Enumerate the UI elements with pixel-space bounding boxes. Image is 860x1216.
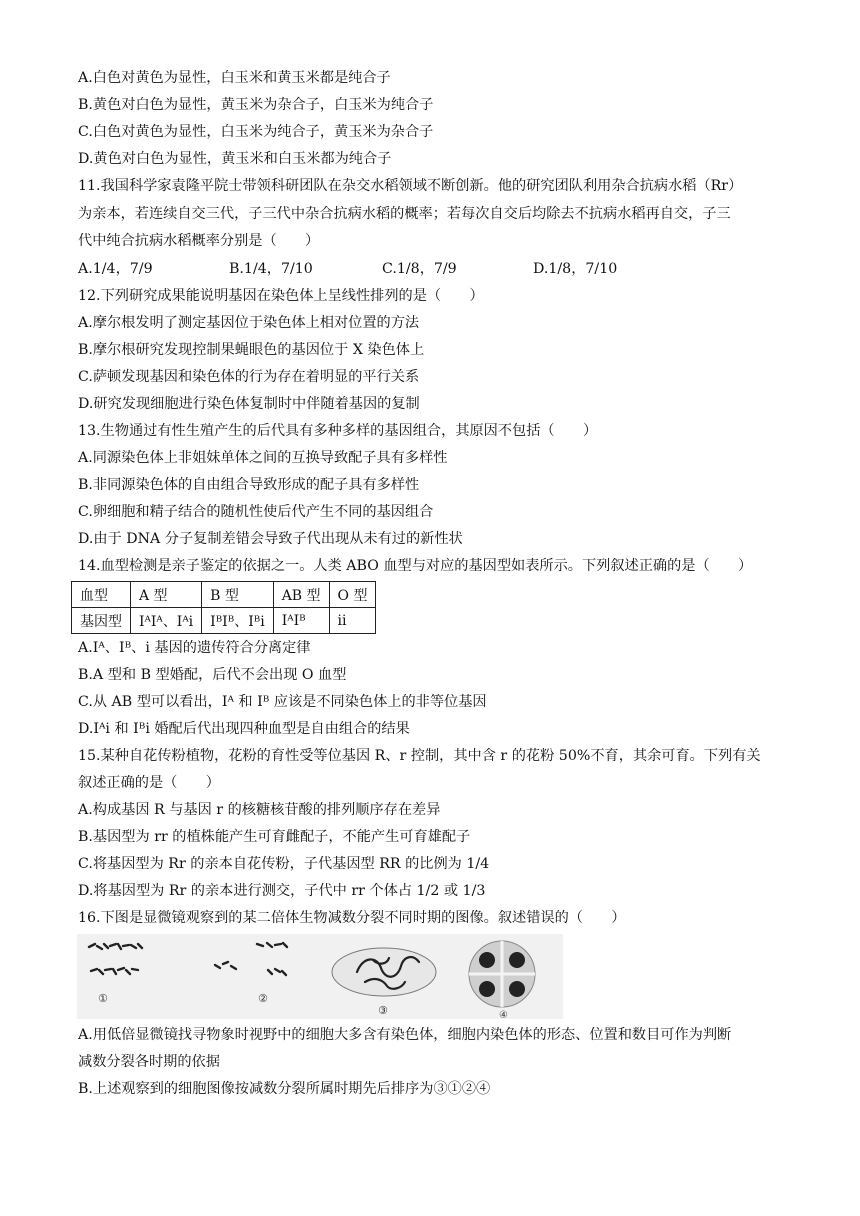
q13-option-c: C.卵细胞和精子结合的随机性使后代产生不同的基因组合 [78,504,434,520]
q15-stem-line2: 叙述正确的是（ ） [78,775,220,791]
q13-option-b: B.非同源染色体的自由组合导致形成的配子具有多样性 [78,477,420,493]
q11-options [78,259,798,279]
table-cell: IᴬIᴮ [273,608,329,634]
cell-image-3 [332,948,436,996]
cell-image-4 [469,941,535,1007]
q11-option-b: B.1/4，7/10 [229,261,313,277]
q12-option-b: B.摩尔根研究发现控制果蝇眼色的基因位于 X 染色体上 [78,342,425,358]
q11-stem-line3: 代中纯合抗病水稻概率分别是（ ） [78,233,320,249]
meiosis-micrograph-figure [77,934,563,1019]
q14-stem: 14.血型检测是亲子鉴定的依据之一。人类 ABO 血型与对应的基因型如表所示。下列叙述正确的是（ ） [78,558,753,574]
q13-option-d: D.由于 DNA 分子复制差错会导致子代出现从未有过的新性状 [78,531,463,547]
q12-stem: 12.下列研究成果能说明基因在染色体上呈线性排列的是（ ） [78,288,484,304]
q15-stem-line1: 15.某种自花传粉植物，花粉的育性受等位基因 R、r 控制，其中含 r 的花粉 50%不育，其余可育。下列有关 [78,748,761,764]
q15-option-a: A.构成基因 R 与基因 r 的核糖核苷酸的排列顺序存在差异 [78,802,441,818]
table-cell: 血型 [72,582,131,608]
q11-option-a: A.1/4，7/9 [78,261,153,277]
q11-stem-line1: 11.我国科学家袁隆平院士带领科研团队在杂交水稻领域不断创新。他的研究团队利用杂合抗病水稻（Rr） [78,178,743,194]
q10-option-c: C.白色对黄色为显性，白玉米为纯合子，黄玉米为杂合子 [78,124,434,140]
table-cell: IᴬIᴬ、Iᴬi [131,608,202,634]
q14-option-d: D.Iᴬi 和 Iᴮi 婚配后代出现四种血型是自由组合的结果 [78,721,410,737]
q12-option-d: D.研究发现细胞进行染色体复制时中伴随着基因的复制 [78,396,420,412]
q10-option-d: D.黄色对白色为显性，黄玉米和白玉米都为纯合子 [78,151,392,167]
q15-option-d: D.将基因型为 Rr 的亲本进行测交，子代中 rr 个体占 1/2 或 1/3 [78,883,486,899]
q13-stem: 13.生物通过有性生殖产生的后代具有多种多样的基因组合，其原因不包括（ ） [78,423,598,439]
table-row [72,582,376,608]
q16-stem: 16.下图是显微镜观察到的某二倍体生物减数分裂不同时期的图像。叙述错误的（ ） [78,910,626,926]
q15-option-b: B.基因型为 rr 的植株能产生可育雌配子，不能产生可育雄配子 [78,829,471,845]
q13-option-a: A.同源染色体上非姐妹单体之间的互换导致配子具有多样性 [78,450,448,466]
table-cell: 基因型 [72,608,131,634]
q16-option-a-line1: A.用低倍显微镜找寻物象时视野中的细胞大多含有染色体，细胞内染色体的形态、位置和数目可作为判断 [78,1027,732,1043]
table-cell: IᴮIᴮ、Iᴮi [202,608,274,634]
q12-option-c: C.萨顿发现基因和染色体的行为存在着明显的平行关系 [78,369,420,385]
table-cell: O 型 [329,582,376,608]
q16-option-a-line2: 减数分裂各时期的依据 [78,1054,220,1070]
q16-option-b: B.上述观察到的细胞图像按减数分裂所属时期先后排序为③①②④ [78,1081,491,1097]
q14-option-a: A.Iᴬ、Iᴮ、i 基因的遗传符合分离定律 [78,640,311,656]
q15-option-c: C.将基因型为 Rr 的亲本自花传粉，子代基因型 RR 的比例为 1/4 [78,856,490,872]
figure-label-1: ① [98,992,108,1005]
figure-label-3: ③ [378,1004,388,1017]
figure-label-4: ④ [499,1010,508,1019]
blood-type-table [71,581,376,634]
table-row [72,608,376,634]
q12-option-a: A.摩尔根发明了测定基因位于染色体上相对位置的方法 [78,315,420,331]
q11-option-d: D.1/8，7/10 [533,261,618,277]
q11-stem-line2: 为亲本，若连续自交三代，子三代中杂合抗病水稻的概率；若每次自交后均除去不抗病水稻再自交，子三 [78,206,731,222]
figure-label-2: ② [258,992,268,1005]
table-cell: B 型 [202,582,274,608]
q10-option-b: B.黄色对白色为显性，黄玉米为杂合子，白玉米为纯合子 [78,97,434,113]
table-cell: ii [329,608,376,634]
table-cell: A 型 [131,582,202,608]
table-cell: AB 型 [273,582,329,608]
q14-option-c: C.从 AB 型可以看出，Iᴬ 和 Iᴮ 应该是不同染色体上的非等位基因 [78,694,487,710]
q10-option-a: A.白色对黄色为显性，白玉米和黄玉米都是纯合子 [78,70,391,86]
q11-option-c: C.1/8，7/9 [382,261,457,277]
q14-option-b: B.A 型和 B 型婚配，后代不会出现 O 血型 [78,667,347,683]
